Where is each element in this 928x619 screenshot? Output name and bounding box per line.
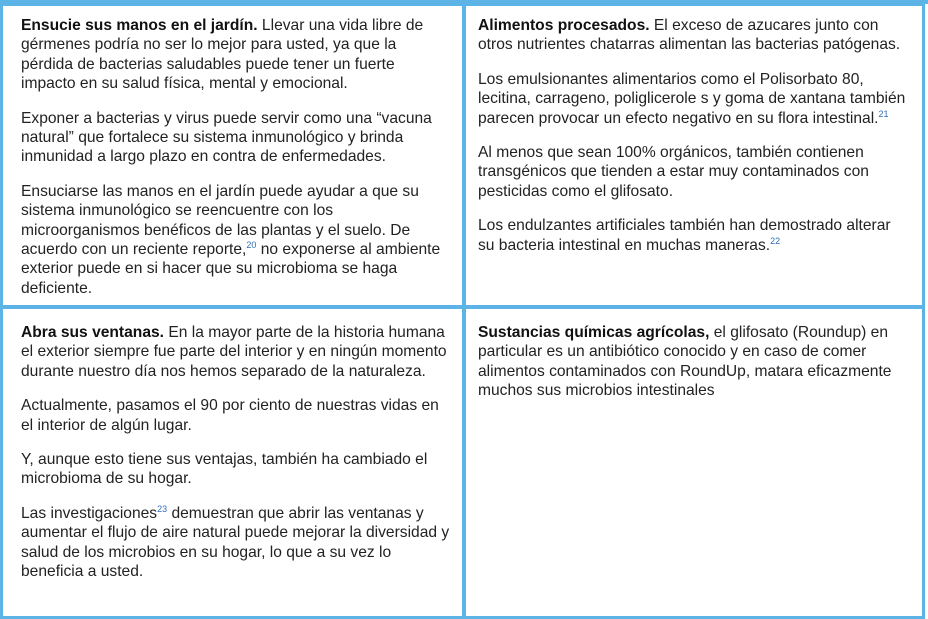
cell-ventanas [0, 306, 465, 619]
procesados-p2-text: Los emulsionantes alimentarios como el Polisorbato 80, lecitina, carrageno, poliglicerole s y goma de xantana también parecen provocar un efecto negativo en su flora intestinal. [478, 70, 906, 127]
jardin-p3-text-b: no exponerse al ambiente exterior puede en si hacer que su microbioma se haga deficiente. [21, 241, 441, 297]
ventanas-p4-text-a: Las investigaciones [21, 504, 158, 522]
quimicas-paragraph-1 [478, 323, 910, 401]
cell-quimicas [463, 306, 925, 619]
ventanas-paragraph-1 [21, 323, 450, 381]
ventanas-p1-text: En la mayor parte de la historia humana el exterior siempre fue parte del interior y en ningún momento durante nuestro día nos hemos separado de la naturaleza. [21, 324, 447, 380]
procesados-p4-text: Los endulzantes artificiales también han demostrado alterar su bacteria intestinal en muchas maneras. [478, 217, 891, 254]
ventanas-paragraph-2: Actualmente, pasamos el 90 por ciento de nuestras vidas en el interior de algún lugar. [21, 397, 439, 434]
procesados-paragraph-2 [478, 70, 910, 128]
ventanas-heading: Abra sus ventanas. [21, 324, 165, 341]
ventanas-paragraph-4 [21, 504, 450, 582]
jardin-paragraph-3 [21, 182, 450, 298]
reference-20[interactable]: 20 [246, 239, 257, 250]
cell-procesados [463, 3, 925, 308]
procesados-paragraph-3: Al menos que sean 100% orgánicos, también contienen transgénicos que tienden a estar muy contaminados con pesticidas como el glifosato. [478, 144, 869, 200]
quimicas-p1-text: el glifosato (Roundup) en particular es un antibiótico conocido y en caso de comer alimentos contaminados con RoundUp, matara eficazmente muchos sus microbios intestinales [478, 324, 892, 400]
procesados-heading: Alimentos procesados. [478, 17, 650, 34]
ventanas-p4-text-b: demuestran que abrir las ventanas y aumentar el flujo de aire natural puede mejorar la diversidad y salud de los microbios en su hogar, lo que a su vez lo beneficia a usted. [21, 504, 450, 581]
quimicas-heading: Sustancias químicas agrícolas, [478, 324, 710, 341]
jardin-p1-text: Llevar una vida libre de gérmenes podría no ser lo mejor para usted, ya que la pérdida de bacterias saludables puede tener un fuerte impacto en su salud física, mental y emocional. [21, 17, 424, 93]
reference-23[interactable]: 23 [157, 503, 168, 514]
jardin-heading: Ensucie sus manos en el jardín. [21, 17, 258, 34]
reference-22[interactable]: 22 [770, 235, 781, 246]
procesados-p1-text: El exceso de azucares junto con otros nutrientes chatarras alimentan las bacterias patógenas. [478, 17, 901, 54]
ventanas-paragraph-3: Y, aunque esto tiene sus ventajas, también ha cambiado el microbioma de su hogar. [21, 451, 428, 488]
jardin-p3-text-a: Ensuciarse las manos en el jardín puede ayudar a que su sistema inmunológico se reencuentre con los microorganismos benéficos de las plantas y el suelo. De acuerdo con un reciente reporte, [21, 182, 419, 259]
cell-jardin [0, 3, 465, 308]
jardin-paragraph-1 [21, 16, 450, 94]
reference-21[interactable]: 21 [878, 108, 889, 119]
procesados-paragraph-4 [478, 216, 910, 255]
procesados-paragraph-1 [478, 16, 910, 55]
jardin-paragraph-2: Exponer a bacterias y virus puede servir como una “vacuna natural” que fortalece su sistema inmunológico y brinda inmunidad a largo plazo en contra de enfermedades. [21, 109, 432, 166]
